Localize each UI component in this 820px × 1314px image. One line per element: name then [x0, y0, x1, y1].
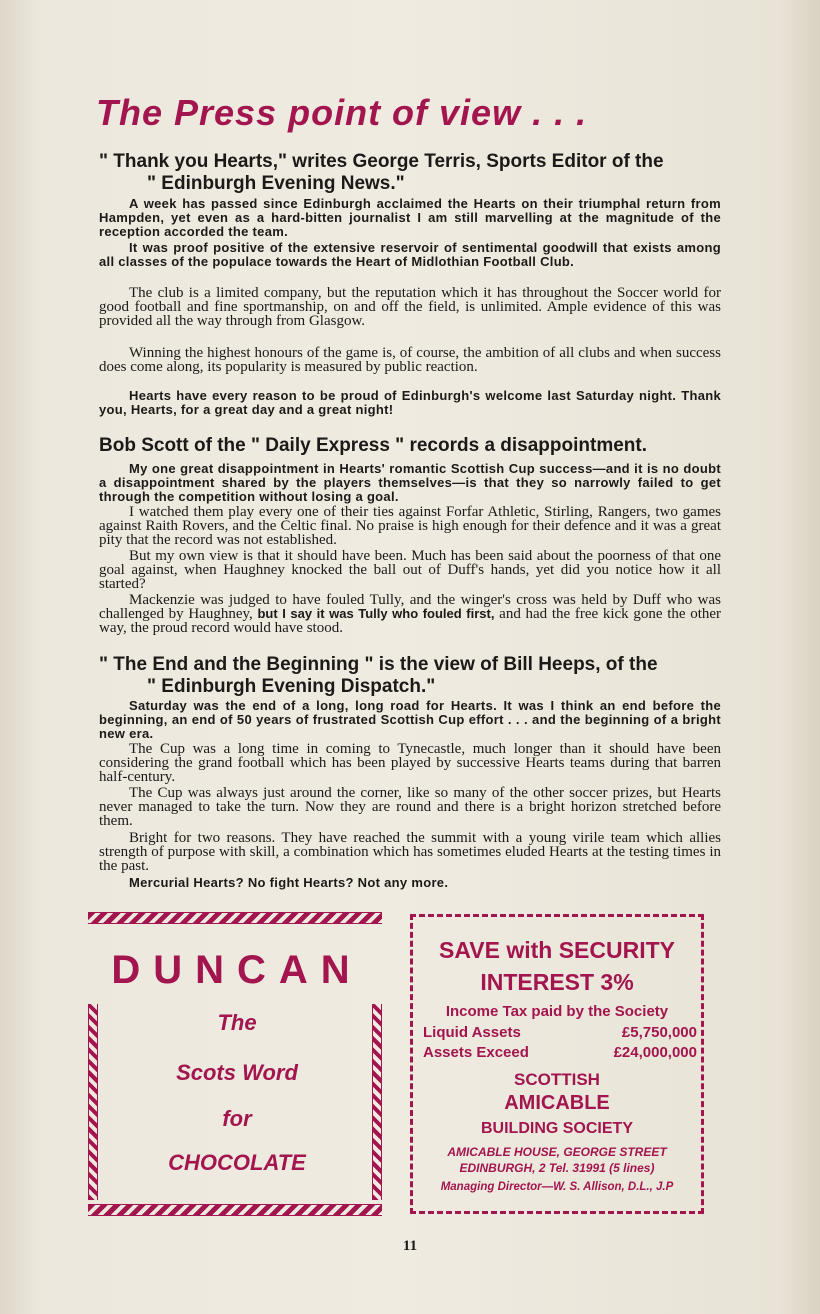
- managing-director-line: Managing Director—W. S. Allison, D.L., J.P: [440, 1181, 674, 1193]
- section2-paragraph-2: I watched them play every one of their ties against Forfar Athletic, Stirling, Rangers, two games against Raith Rovers, and the Celtic final. No praise is high enough for their defence and it was a great pity that the record was not established.: [99, 504, 721, 548]
- duncan-line-chocolate: CHOCOLATE: [168, 1150, 306, 1175]
- society-address-line1: AMICABLE HOUSE, GEORGE STREET: [447, 1145, 667, 1159]
- section3-paragraph-2: The Cup was a long time in coming to Tynecastle, much longer than it should have been considering the grand football which has been played by successive Hearts teams during that barren half-century.: [99, 741, 721, 785]
- section1-heading-line2: " Edinburgh Evening News.": [147, 173, 405, 194]
- rope-border-right: [372, 1004, 382, 1200]
- section1-paragraph-4: Winning the highest honours of the game is, of course, the ambition of all clubs and when success does come along, its popularity is measured by public reaction.: [99, 345, 721, 375]
- page-number: 11: [402, 1238, 418, 1254]
- section3-paragraph-3: The Cup was always just around the corner, like so many of the other soccer prizes, but Hearts never managed to take the turn. Now they are round and there is a bright horizon stretched before them.: [99, 785, 721, 829]
- rope-border-left: [88, 1004, 98, 1200]
- section2-paragraph-4-emphasis: but I say it was Tully who fouled first,: [257, 606, 495, 621]
- duncan-chocolate-ad: [88, 912, 386, 1218]
- section3-paragraph-5: Mercurial Hearts? No fight Hearts? Not any more.: [129, 875, 449, 890]
- section2-paragraph-4-part-c: and had the free kick gone the other way, the proud record would have stood.: [99, 606, 722, 636]
- section1-paragraph-3: The club is a limited company, but the reputation which it has throughout the Soccer world for good football and fine sportmanship, on and off the field, is unlimited. Ample evidence of this was provided all the way through from Glasgow.: [99, 285, 721, 329]
- section1-paragraph-1: A week has passed since Edinburgh acclaimed the Hearts on their triumphal return from Hampden, yet even as a hard-bitten journalist I am still marvelling at the magnitude of the reception accorded the team.: [99, 196, 721, 239]
- society-name-building: BUILDING SOCIETY: [480, 1120, 633, 1137]
- ad-headline-interest: INTEREST 3%: [480, 969, 634, 995]
- assets-exceed-row: [423, 1044, 697, 1061]
- ad-headline-save: SAVE with SECURITY: [439, 937, 675, 963]
- duncan-line-the: The: [217, 1010, 257, 1035]
- liquid-assets-value: £5,750,000: [621, 1024, 697, 1041]
- section2-paragraph-3: But my own view is that it should have been. Much has been said about the poorness of that one goal against, when Haughney knocked the ball out of Duff's hands, yet did you notice how it all started?: [99, 548, 721, 592]
- building-society-ad: [410, 914, 704, 1214]
- section2-paragraph-4-part-a: Mackenzie was judged to have fouled Tully, and the winger's cross was held by Duff who was challenged by Haughney,: [99, 592, 721, 622]
- section2-paragraph-1: My one great disappointment in Hearts' romantic Scottish Cup success—and it is no doubt a disappointment shared by the players themselves—is that they so narrowly failed to get through the competition without losing a goal.: [99, 461, 721, 504]
- duncan-line-for: for: [222, 1106, 252, 1131]
- section1-heading: [99, 151, 724, 195]
- assets-exceed-value: £24,000,000: [613, 1044, 697, 1061]
- section2-heading: Bob Scott of the " Daily Express " records a disappointment.: [99, 435, 648, 456]
- page-title: The Press point of view . . .: [96, 92, 588, 133]
- duncan-line-scots-word: Scots Word: [176, 1060, 298, 1085]
- section1-paragraph-5: Hearts have every reason to be proud of Edinburgh's welcome last Saturday night. Thank you, Hearts, for a great day and a great night!: [99, 388, 721, 417]
- section1-heading-line1: " Thank you Hearts," writes George Terris, Sports Editor of the: [99, 151, 664, 172]
- section3-paragraph-1: Saturday was the end of a long, long road for Hearts. It was I think an end before the beginning, an end of 50 years of frustrated Scottish Cup effort . . . and the beginning of a bright new era.: [99, 698, 721, 741]
- society-name-scottish: SCOTTISH: [514, 1070, 600, 1089]
- rope-border-bottom: [88, 1204, 382, 1216]
- section3-paragraph-4: Bright for two reasons. They have reached the summit with a young virile team which allies strength of purpose with skill, a combination which has sometimes eluded Hearts at the testing times in the past.: [99, 830, 721, 874]
- rope-border-top: [88, 912, 382, 924]
- section2-paragraph-4: [99, 593, 721, 635]
- society-address-line2: EDINBURGH, 2 Tel. 31991 (5 lines): [459, 1161, 655, 1175]
- society-name-amicable: AMICABLE: [504, 1092, 610, 1114]
- assets-exceed-label: Assets Exceed: [423, 1044, 529, 1061]
- section1-paragraph-2: It was proof positive of the extensive reservoir of sentimental goodwill that exists among all classes of the populace towards the Heart of Midlothian Football Club.: [99, 240, 721, 269]
- duncan-brand-name: DUNCAN: [111, 948, 363, 992]
- liquid-assets-label: Liquid Assets: [423, 1024, 521, 1041]
- ad-tax-line: Income Tax paid by the Society: [445, 1003, 669, 1020]
- section3-heading-line1: " The End and the Beginning " is the view of Bill Heeps, of the: [99, 654, 658, 675]
- section3-heading: [99, 654, 724, 698]
- section3-heading-line2: " Edinburgh Evening Dispatch.": [147, 676, 436, 697]
- liquid-assets-row: [423, 1024, 697, 1041]
